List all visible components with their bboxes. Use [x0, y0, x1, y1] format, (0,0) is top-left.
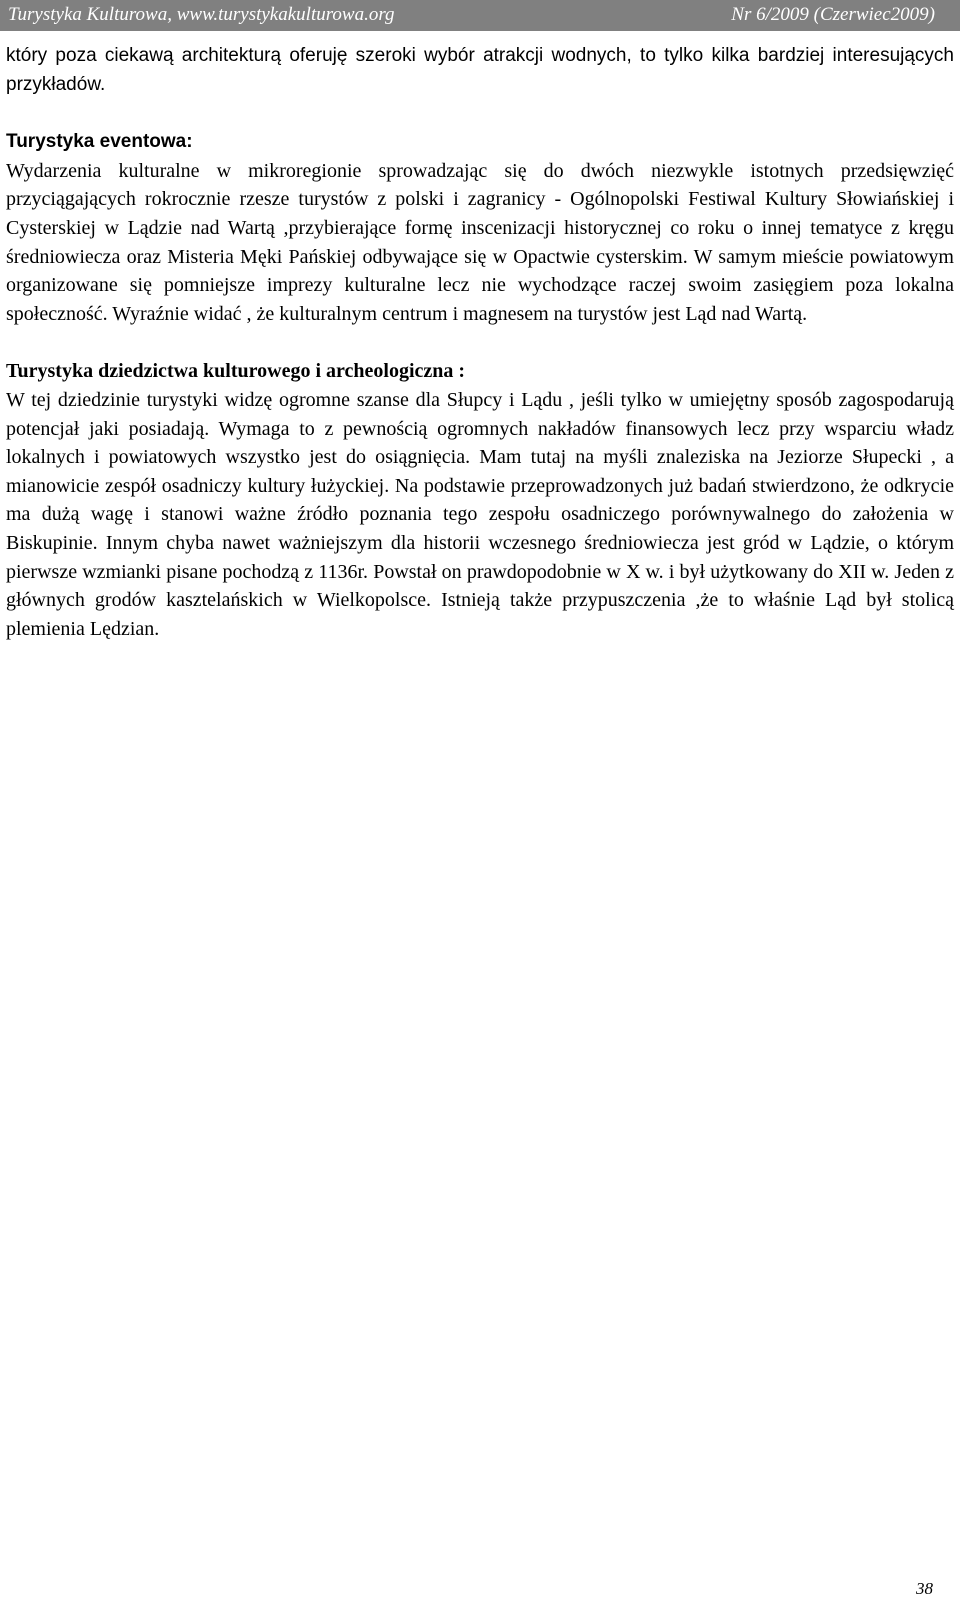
page-header — [0, 0, 960, 31]
section-body-heritage-tourism: W tej dziedzinie turystyki widzę ogromne szanse dla Słupcy i Lądu , jeśli tylko w umiejętny sposób zagospodarują potencjał jaki posiadają. Wymaga to z pewnością ogromnych nakładów finansowych lecz przy wsparciu władz lokalnych i powiatowych wszystko jest do osiągnięcia. Mam tutaj na myśli znaleziska na Jeziorze Słupecki , a mianowicie zespół osadniczy kultury łużyckiej. Na podstawie przeprowadzonych już badań stwierdzono, że odkrycie ma dużą wagę i stanowi ważne źródło poznania tego zespołu osadniczego porównywalnego do założenia w Biskupinie. Innym chyba nawet ważniejszym dla historii wczesnego średniowiecza jest gród w Lądzie, o którym pierwsze wzmianki pisane pochodzą z 1136r. Powstał on prawdopodobnie w X w. i był użytkowany do XII w. Jeden z głównych grodów kasztelańskich w Wielkopolsce. Istnieją także przypuszczenia ,że to właśnie Ląd był stolicą plemienia Lędzian. — [6, 388, 954, 640]
journal-title: Turystyka Kulturowa, www.turystykakulturowa.org — [8, 4, 395, 25]
paragraph-gap — [6, 328, 954, 357]
article-body — [6, 42, 954, 643]
intro-paragraph: który poza ciekawą architekturą oferuję szeroki wybór atrakcji wodnych, to tylko kilka bardziej interesujących przykładów. — [6, 45, 954, 95]
section-heading-heritage-tourism: Turystyka dziedzictwa kulturowego i archeologiczna : — [6, 360, 466, 383]
section-heading-event-tourism: Turystyka eventowa: — [6, 131, 193, 153]
page-number: 38 — [916, 1579, 933, 1598]
section-body-event-tourism: Wydarzenia kulturalne w mikroregionie sprowadzając się do dwóch niezwykle istotnych przedsięwzięć przyciągających rokrocznie rzesze turystów z polski i zagranicy - Ogólnopolski Festiwal Kultury Słowiańskiej i Cysterskiej w Lądzie nad Wartą ,przybierające formę inscenizacji historycznej co roku o innej tematyce z kręgu średniowiecza oraz Misteria Męki Pańskiej odbywające się w Opactwie cysterskim. W samym mieście powiatowym organizowane się pomniejsze imprezy kulturalne lecz nie wychodzące raczej swoim zasięgiem poza lokalna społeczność. Wyraźnie widać , że kulturalnym centrum i magnesem na turystów jest Ląd nad Wartą. — [6, 159, 954, 325]
paragraph-gap — [6, 99, 954, 128]
issue-number: Nr 6/2009 (Czerwiec2009) — [731, 4, 935, 25]
